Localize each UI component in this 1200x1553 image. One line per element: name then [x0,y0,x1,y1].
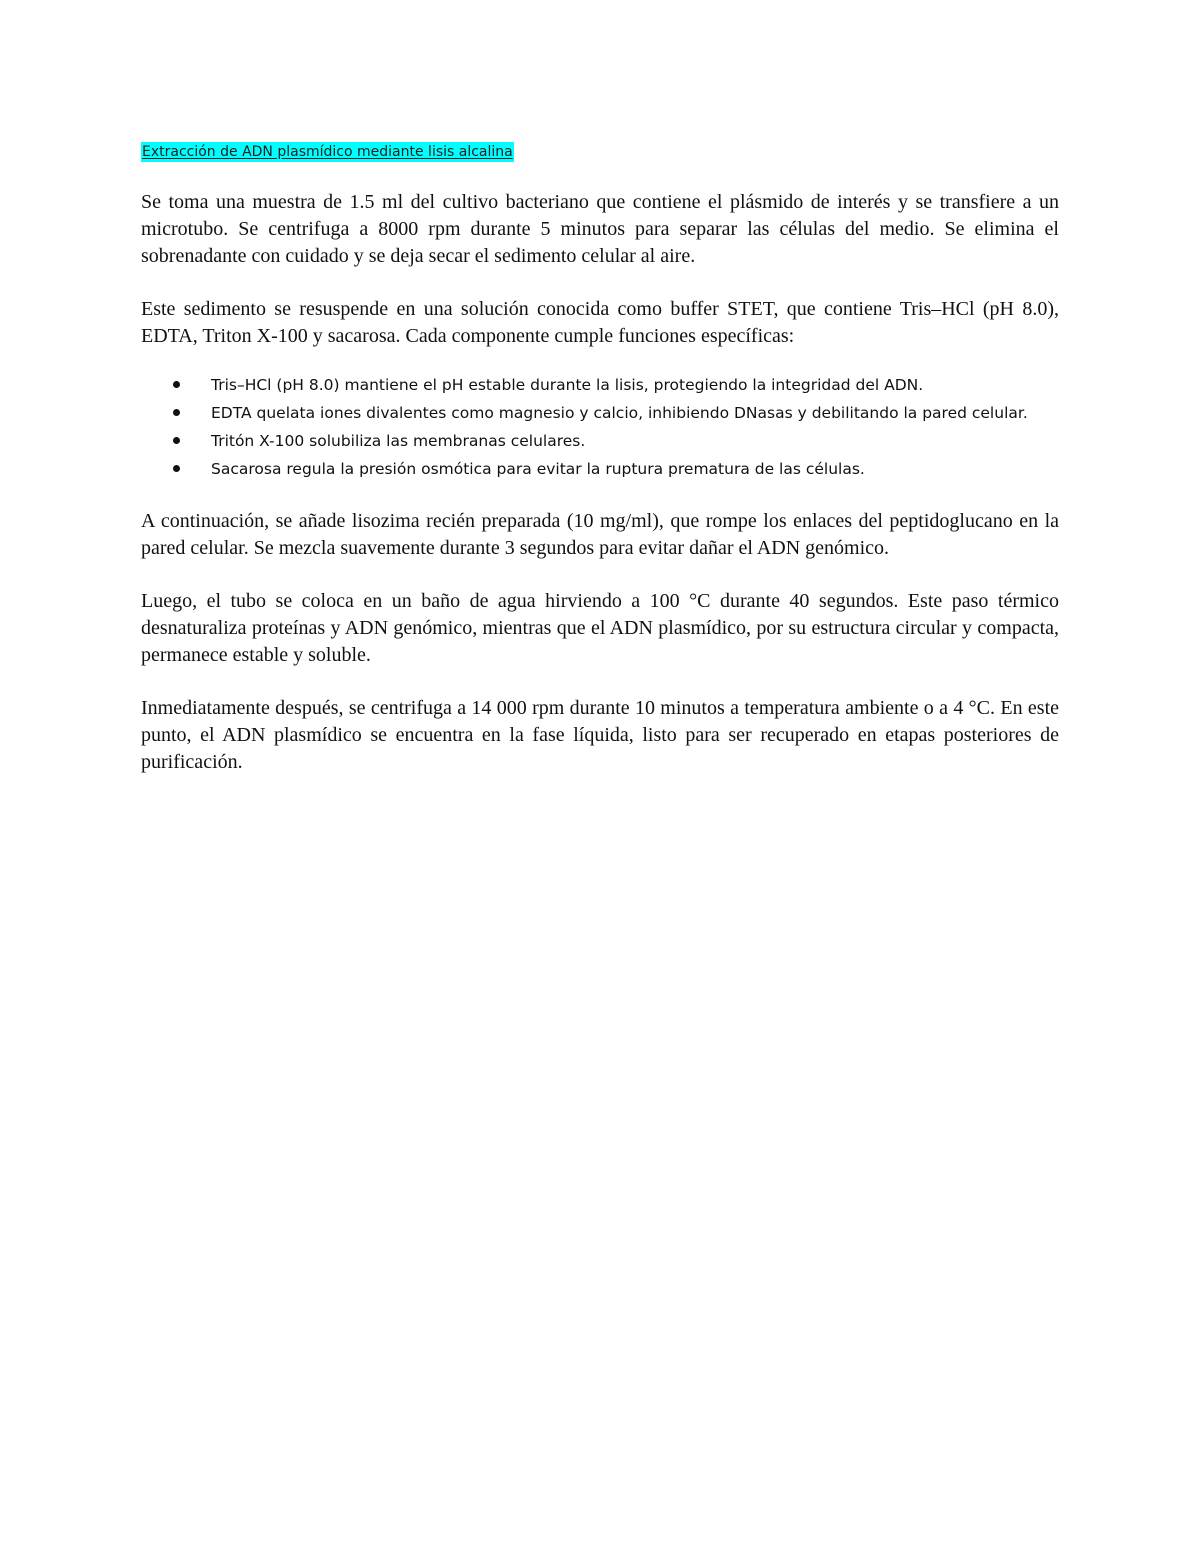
buffer-components-list [141,372,1059,482]
list-item-text: Sacarosa regula la presión osmótica para evitar la ruptura prematura de las células. [211,460,865,478]
list-item [211,372,1059,398]
bullet-icon [173,437,180,444]
paragraph-sample-preparation: Se toma una muestra de 1.5 ml del cultivo bacteriano que contiene el plásmido de interés y se transfiere a un microtubo. Se centrifuga a 8000 rpm durante 5 minutos para separar las células del medio. Se elimina el sobrenadante con cuidado y se deja secar el sedimento celular al aire. [141,191,1059,267]
list-item [211,456,1059,482]
bullet-icon [173,465,180,472]
paragraph-boiling-step: Luego, el tubo se coloca en un baño de agua hirviendo a 100 °C durante 40 segundos. Este paso térmico desnaturaliza proteínas y ADN genómico, mientras que el ADN plasmídico, por su estructura circular y compacta, permanece estable y soluble. [141,590,1059,666]
paragraph-lysozyme: A continuación, se añade lisozima recién preparada (10 mg/ml), que rompe los enlaces del peptidoglucano en la pared celular. Se mezcla suavemente durante 3 segundos para evitar dañar el ADN genómico. [141,510,1059,559]
list-item-text: EDTA quelata iones divalentes como magnesio y calcio, inhibiendo DNasas y debilitando la pared celular. [211,404,1028,422]
list-item-text: Tritón X-100 solubiliza las membranas celulares. [211,432,586,450]
list-item-text: Tris–HCl (pH 8.0) mantiene el pH estable durante la lisis, protegiendo la integridad del ADN. [211,376,924,394]
bullet-icon [173,409,180,416]
document-title: Extracción de ADN plasmídico mediante lisis alcalina [142,144,513,160]
bullet-icon [173,381,180,388]
list-item [211,428,1059,454]
paragraph-stet-buffer: Este sedimento se resuspende en una solución conocida como buffer STET, que contiene Tris–HCl (pH 8.0), EDTA, Triton X-100 y sacarosa. Cada componente cumple funciones específicas: [141,298,1059,347]
document-body [141,142,1059,802]
paragraph-centrifugation: Inmediatamente después, se centrifuga a 14 000 rpm durante 10 minutos a temperatura ambiente o a 4 °C. En este punto, el ADN plasmídico se encuentra en la fase líquida, listo para ser recuperado en etapas posteriores de purificación. [141,697,1059,773]
list-item [211,400,1059,426]
